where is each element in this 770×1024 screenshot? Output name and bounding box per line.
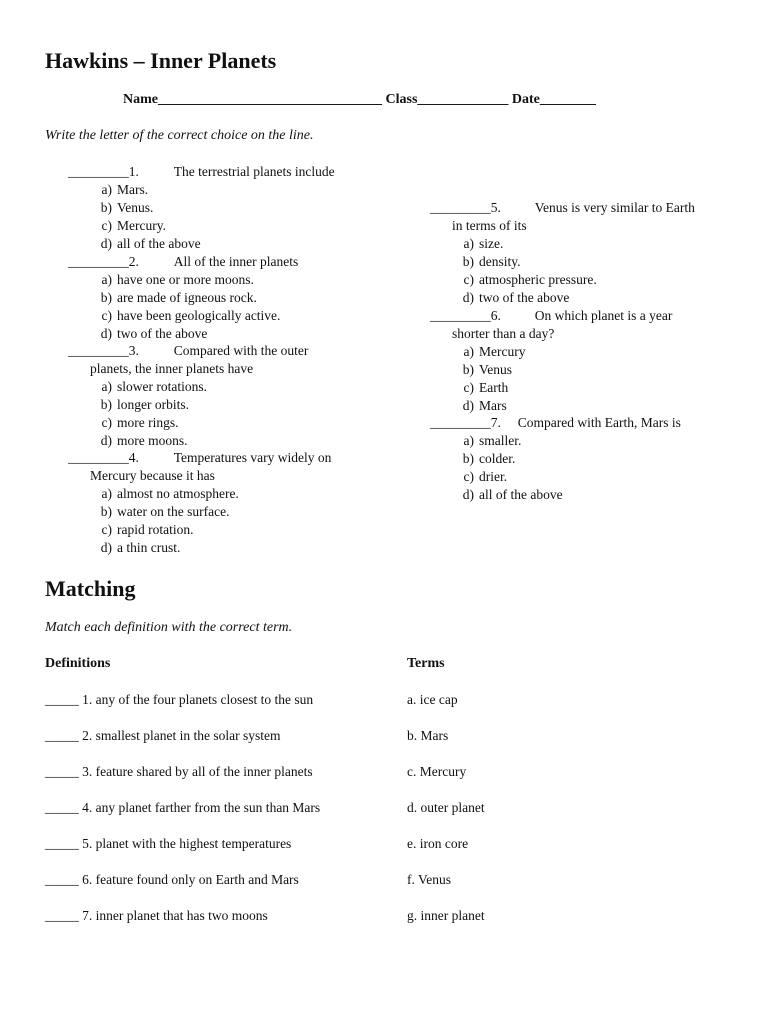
answer-option[interactable] [88,504,229,520]
term-item: g. inner planet [407,908,485,923]
option-text: Mars [479,397,507,413]
option-letter: a) [101,378,112,394]
answer-option[interactable] [88,236,201,252]
matching-instructions: Match each definition with the correct term. [45,620,293,635]
question-text-continued: shorter than a day? [452,325,555,341]
option-letter: a) [101,271,112,287]
answer-option[interactable] [88,397,189,413]
question-number: 6. [490,308,501,323]
option-text: all of the above [117,235,201,251]
question-text-continued: in terms of its [452,217,527,233]
term-item: f. Venus [407,872,452,887]
option-letter: c) [463,271,474,287]
option-text: water on the surface. [117,503,230,519]
term-item: d. outer planet [407,800,485,815]
definition-row[interactable]: _____ 7. inner planet that has two moons [45,908,268,923]
answer-option[interactable] [88,486,239,502]
option-text: Mercury [479,343,526,359]
question-text: Venus is very similar to Earth [534,200,695,215]
answer-option[interactable] [88,182,148,198]
answer-option[interactable] [450,254,521,270]
date-label: Date [511,92,540,107]
option-letter: b) [462,361,474,377]
answer-option[interactable] [450,290,569,306]
question-6 [430,308,672,324]
option-text: more rings. [117,414,179,430]
answer-blank[interactable]: _________ [68,343,129,358]
option-text: more moons. [117,432,188,448]
answer-option[interactable] [88,308,280,324]
name-field[interactable]: ________________________________ [158,92,382,107]
option-text: have been geologically active. [117,307,281,323]
option-letter: c) [463,468,474,484]
question-text-continued: Mercury because it has [90,467,215,483]
answer-option[interactable] [450,398,507,414]
question-3 [68,343,308,359]
option-letter: c) [101,217,112,233]
option-text: drier. [479,468,508,484]
matching-title: Matching [45,576,136,601]
answer-blank[interactable]: _________ [430,415,491,430]
option-letter: d) [100,235,112,251]
option-text: Venus. [117,199,154,215]
option-text: two of the above [117,325,208,341]
answer-option[interactable] [88,433,188,449]
option-text: almost no atmosphere. [117,485,239,501]
option-text: longer orbits. [117,396,189,412]
option-text: size. [479,235,504,251]
answer-option[interactable] [88,326,207,342]
option-letter: c) [101,414,112,430]
option-text: are made of igneous rock. [117,289,257,305]
class-label: Class [385,92,418,107]
option-letter: d) [462,397,474,413]
answer-option[interactable] [450,380,508,396]
option-letter: b) [100,289,112,305]
question-number: 3. [128,343,139,358]
option-text: have one or more moons. [117,271,254,287]
answer-blank[interactable]: _________ [68,164,129,179]
definition-row[interactable]: _____ 3. feature shared by all of the inner planets [45,764,313,779]
question-number: 7. [490,415,501,430]
question-text: Compared with Earth, Mars is [517,415,681,430]
option-letter: c) [463,379,474,395]
option-text: colder. [479,450,516,466]
option-text: Mars. [117,181,149,197]
answer-option[interactable] [450,344,525,360]
answer-option[interactable] [88,415,179,431]
option-text: smaller. [479,432,522,448]
option-letter: d) [100,325,112,341]
option-letter: b) [100,503,112,519]
option-letter: b) [100,396,112,412]
definition-row[interactable]: _____ 1. any of the four planets closest to the sun [45,692,314,707]
class-field[interactable]: _____________ [417,92,509,107]
question-7 [430,415,681,431]
answer-option[interactable] [88,272,254,288]
answer-option[interactable] [88,522,193,538]
answer-option[interactable] [450,362,512,378]
question-1 [68,164,335,180]
option-text: Venus [479,361,512,377]
answer-option[interactable] [88,218,166,234]
question-text: Temperatures vary widely on [173,450,332,465]
definition-row[interactable]: _____ 2. smallest planet in the solar system [45,728,281,743]
term-item: b. Mars [407,728,449,743]
option-letter: a) [101,181,112,197]
answer-blank[interactable]: _________ [430,308,491,323]
answer-option[interactable] [88,540,180,556]
question-text: The terrestrial planets include [173,164,335,179]
option-letter: d) [100,539,112,555]
question-number: 4. [128,450,139,465]
definition-row[interactable]: _____ 6. feature found only on Earth and Mars [45,872,299,887]
option-text: Earth [479,379,509,395]
answer-blank[interactable]: _________ [430,200,491,215]
option-letter: d) [462,289,474,305]
terms-header: Terms [407,656,445,671]
question-number: 5. [490,200,501,215]
term-item: e. iron core [407,836,469,851]
term-item: c. Mercury [407,764,467,779]
option-text: Mercury. [117,217,166,233]
question-text: All of the inner planets [173,254,299,269]
option-letter: c) [101,307,112,323]
option-letter: a) [463,235,474,251]
answer-option[interactable] [450,469,507,485]
instructions: Write the letter of the correct choice on the line. [45,128,314,143]
option-letter: d) [100,432,112,448]
term-item: a. ice cap [407,692,458,707]
question-5 [430,200,695,216]
answer-option[interactable] [450,272,597,288]
definition-row[interactable]: _____ 4. any planet farther from the sun than Mars [45,800,321,815]
option-letter: a) [463,343,474,359]
option-text: all of the above [479,486,563,502]
answer-option[interactable] [450,236,503,252]
question-text-continued: planets, the inner planets have [90,360,254,376]
option-letter: b) [462,253,474,269]
option-letter: a) [463,432,474,448]
answer-option[interactable] [450,451,515,467]
definition-row[interactable]: _____ 5. planet with the highest temperatures [45,836,292,851]
option-letter: b) [462,450,474,466]
answer-blank[interactable]: _________ [68,450,129,465]
name-label: Name [123,92,158,107]
option-text: atmospheric pressure. [479,271,597,287]
question-text: On which planet is a year [534,308,673,323]
answer-option[interactable] [450,487,563,503]
answer-blank[interactable]: _________ [68,254,129,269]
definitions-header: Definitions [45,656,111,671]
question-number: 1. [128,164,139,179]
option-text: two of the above [479,289,570,305]
page-title: Hawkins – Inner Planets [45,48,277,73]
question-text: Compared with the outer [173,343,309,358]
option-text: density. [479,253,521,269]
question-number: 2. [128,254,139,269]
student-info-line [123,92,596,108]
answer-option[interactable] [88,200,153,216]
option-text: a thin crust. [117,539,181,555]
question-4 [68,450,331,466]
answer-option[interactable] [450,433,521,449]
option-letter: b) [100,199,112,215]
option-letter: c) [101,521,112,537]
date-field[interactable]: ________ [539,92,596,107]
question-2 [68,254,298,270]
option-letter: a) [101,485,112,501]
option-text: slower rotations. [117,378,207,394]
answer-option[interactable] [88,290,257,306]
option-text: rapid rotation. [117,521,194,537]
option-letter: d) [462,486,474,502]
answer-option[interactable] [88,379,207,395]
